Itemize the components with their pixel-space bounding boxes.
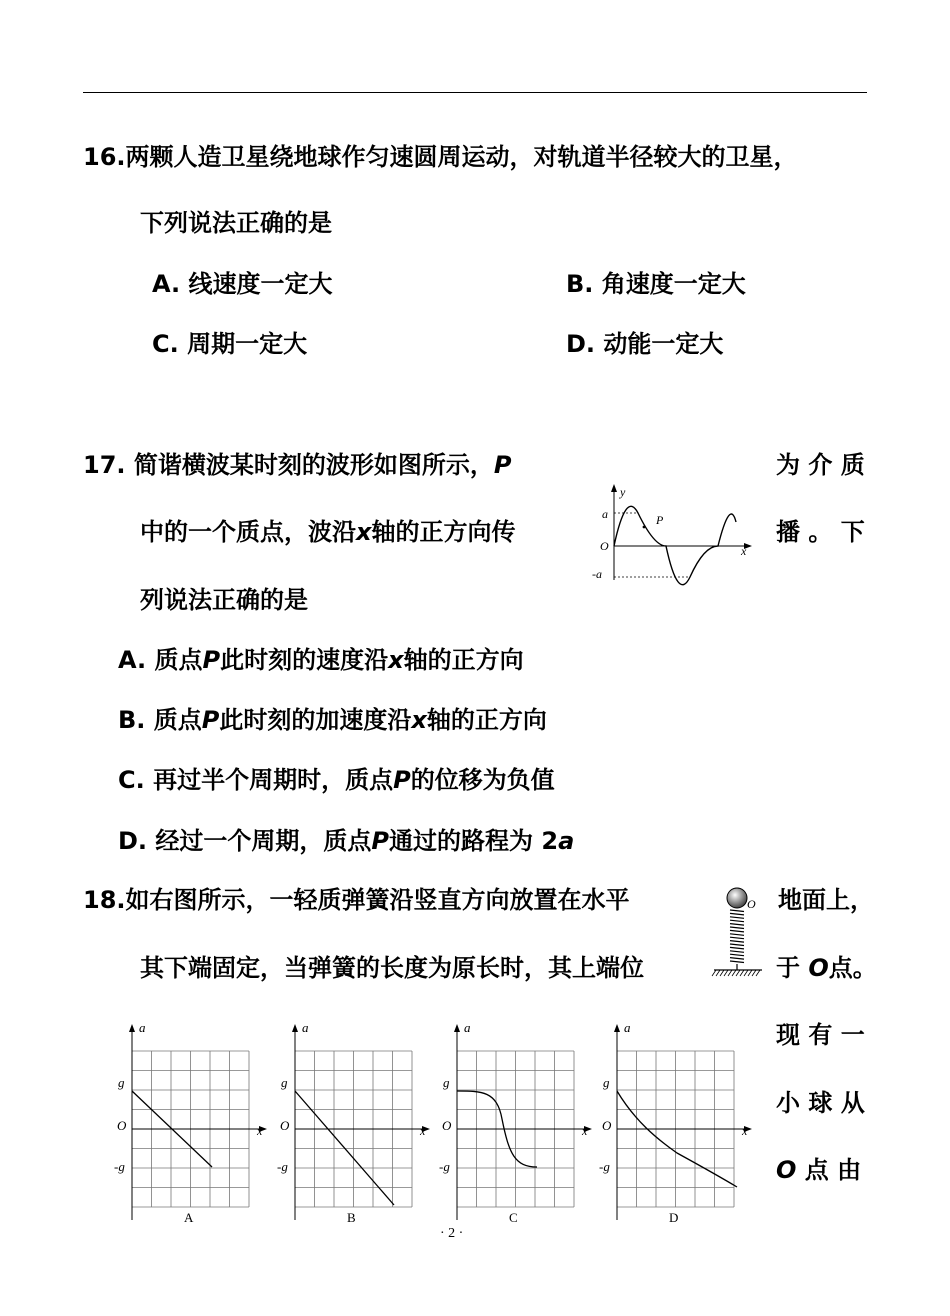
q16-stem-line1: 16.两颗人造卫星绕地球作匀速圆周运动，对轨道半径较大的卫星， <box>83 143 798 171</box>
graph-x-label: x <box>420 1124 426 1138</box>
graph-caption: A <box>184 1210 194 1225</box>
graph-g-label: g <box>603 1075 610 1090</box>
ground-hatch <box>712 970 760 976</box>
graph-origin-label: O <box>117 1118 127 1133</box>
q18-side-line2: 小 球 从 <box>776 1089 865 1117</box>
graph-neg-g-label: -g <box>599 1159 610 1174</box>
q16-option-c: C. 周期一定大 <box>152 330 308 358</box>
graph-origin-label: O <box>280 1118 290 1133</box>
wave-point-label: P <box>656 513 664 527</box>
q17-option-d: D. 经过一个周期，质点P通过的路程为 2a <box>118 827 575 855</box>
q17-line1: 17. 简谐横波某时刻的波形如图所示，P <box>83 451 512 479</box>
graph-g-label: g <box>281 1075 288 1090</box>
q16-option-a: A. 线速度一定大 <box>152 270 333 298</box>
q18-line2: 其下端固定，当弹簧的长度为原长时，其上端位 <box>140 954 644 982</box>
graph-g-label: g <box>443 1075 450 1090</box>
wave-a-label: a <box>602 507 608 521</box>
q17-option-a: A. 质点P此时刻的速度沿x轴的正方向 <box>118 646 524 674</box>
graph-c <box>437 1020 597 1226</box>
graph-d <box>597 1020 757 1226</box>
wave-neg-a-label: -a <box>592 567 602 581</box>
q17-line2: 中的一个质点，波沿x轴的正方向传 <box>140 518 516 546</box>
wave-figure <box>586 482 756 586</box>
graph-y-label: a <box>302 1020 309 1035</box>
q16-stem-line2: 下列说法正确的是 <box>140 209 332 237</box>
graph-y-label: a <box>139 1020 146 1035</box>
graph-x-label: x <box>742 1124 748 1138</box>
graph-neg-g-label: -g <box>277 1159 288 1174</box>
q18-side-line3: O 点 由 <box>776 1156 862 1184</box>
graph-origin-label: O <box>442 1118 452 1133</box>
q18-line1: 18.如右图所示，一轻质弹簧沿竖直方向放置在水平 <box>83 886 630 914</box>
graph-a <box>112 1020 272 1226</box>
graph-caption: B <box>347 1210 356 1225</box>
spring-o-label: O <box>747 897 756 911</box>
point-p-dot <box>643 526 646 529</box>
q17-option-b: B. 质点P此时刻的加速度沿x轴的正方向 <box>118 706 547 734</box>
q17-line2-right: 播 。 下 <box>776 518 865 546</box>
graph-y-label: a <box>464 1020 471 1035</box>
graph-caption: C <box>509 1210 518 1225</box>
graph-g-label: g <box>118 1075 125 1090</box>
header-rule <box>83 92 867 93</box>
graph-neg-g-label: -g <box>439 1159 450 1174</box>
q18-line1-right: 地面上， <box>778 886 874 914</box>
q18-side-line1: 现 有 一 <box>776 1021 865 1049</box>
graph-x-label: x <box>257 1124 263 1138</box>
graph-b <box>275 1020 435 1226</box>
graph-neg-g-label: -g <box>114 1159 125 1174</box>
graph-caption: D <box>669 1210 679 1225</box>
spring-figure <box>708 880 768 982</box>
spring-coils <box>730 910 744 963</box>
q17-line1-right: 为 介 质 <box>776 451 865 479</box>
q18-line2-right: 于 O点。 <box>776 954 877 982</box>
q16-option-b: B. 角速度一定大 <box>566 270 746 298</box>
page-number: · 2 · <box>440 1226 464 1241</box>
graph-y-label: a <box>624 1020 631 1035</box>
graph-origin-label: O <box>602 1118 612 1133</box>
q17-option-c: C. 再过半个周期时，质点P的位移为负值 <box>118 766 555 794</box>
wave-y-label: y <box>620 485 626 499</box>
graph-x-label: x <box>582 1124 588 1138</box>
ball <box>727 888 747 908</box>
wave-origin-label: O <box>600 539 609 553</box>
q17-line3: 列说法正确的是 <box>140 586 308 614</box>
q16-option-d: D. 动能一定大 <box>566 330 724 358</box>
wave-x-label: x <box>741 544 747 558</box>
